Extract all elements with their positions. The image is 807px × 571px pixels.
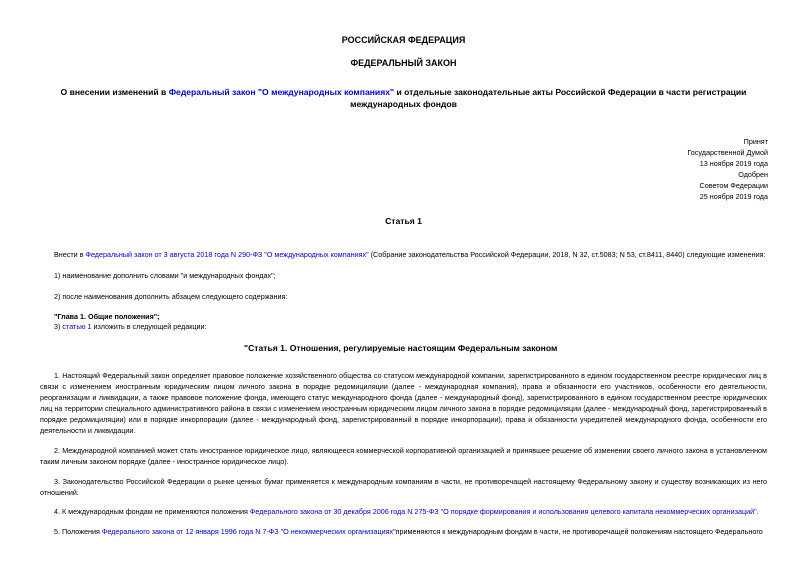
new-article-heading: "Статья 1. Отношения, регулируемые настоящим Федеральным законом bbox=[244, 343, 558, 353]
article-heading: Статья 1 bbox=[385, 216, 422, 226]
item3-pre: 3) bbox=[54, 322, 63, 331]
chapter-title: "Глава 1. Общие положения"; bbox=[54, 312, 160, 321]
list-item bbox=[54, 321, 207, 332]
law-title bbox=[40, 86, 767, 110]
p5-pre: 5. Положения bbox=[54, 527, 102, 536]
article-1-link[interactable]: статью 1 bbox=[62, 322, 92, 331]
p4-law-link[interactable]: Федерального закона от 30 декабря 2006 года N 275-ФЗ "О порядке формирования и использования целевого капитала некоммерческих организаций" bbox=[249, 507, 757, 516]
paragraph bbox=[40, 506, 767, 517]
intro-post: (Собрание законодательства Российской Федерации, 2018, N 32, ст.5083; N 53, ст.8411, 8440) следующие изменения: bbox=[368, 250, 766, 259]
intro-law-link[interactable]: Федеральный закон от 3 августа 2018 года N 290-ФЗ "О международных компаниях" bbox=[85, 250, 369, 259]
adoption-line: Одобрен bbox=[738, 170, 768, 179]
paragraph: 3. Законодательство Российской Федерации о рынке ценных бумаг применяется к международным компаниям в части, не противоречащей настоящему Федеральному закону и существу возникающих из него отношений. bbox=[40, 477, 767, 497]
list-item: 1) наименование дополнить словами "и международных фондах"; bbox=[54, 271, 276, 280]
adoption-line: Принят bbox=[743, 137, 768, 146]
law-title-pre: О внесении изменений в bbox=[60, 87, 169, 97]
adoption-line: Государственной Думой bbox=[687, 148, 768, 157]
adoption-line: Советом Федерации bbox=[699, 181, 768, 190]
adoption-block bbox=[687, 136, 768, 202]
paragraph: 2. Международной компанией может стать иностранное юридическое лицо, являющееся коммерческой корпоративной организацией и принявшее решение об изменении своего личного закона в установленном таким личным законом порядке (далее - иностранное юридическое лицо). bbox=[40, 446, 767, 466]
paragraph: 1. Настоящий Федеральный закон определяет правовое положение хозяйственного общества со статусом международной компании, зарегистрированного в едином государственном реестре юридических лиц в связи с изменением иностранным юридическим лицом личного закона в порядке редомициляции (далее - международная компания), права и обязанности его участников, особенности его деятельности, реорганизации и ликвидации, а также правовое положение фонда, имеющего статус международного фонда (далее - международный фонд), зарегистрированного в едином государственном реестре юридических лиц на территории специального административного района в связи с изменением иностранным юридическим лицом личного закона в порядке редомициляции (далее - международный фонд, зарегистрированный в порядке редомициляции) или в порядке инкорпорации (далее - международный фонд, зарегистрированный в порядке инкорпорации), права и обязанности учредителей международного фонда, особенности его деятельности и ликвидации. bbox=[40, 371, 767, 435]
adoption-line: 25 ноября 2019 года bbox=[699, 192, 768, 201]
item3-post: изложить в следующей редакции: bbox=[91, 322, 207, 331]
doc-type-heading: ФЕДЕРАЛЬНЫЙ ЗАКОН bbox=[350, 58, 457, 68]
country-heading: РОССИЙСКАЯ ФЕДЕРАЦИЯ bbox=[341, 35, 466, 45]
p5-law-link[interactable]: Федерального закона от 12 января 1996 года N 7-ФЗ "О некоммерческих организациях" bbox=[101, 527, 396, 536]
intro-pre: Внести в bbox=[54, 250, 86, 259]
paragraph bbox=[40, 526, 767, 537]
p4-post: . bbox=[756, 507, 759, 516]
p5-post: применяются к международным фондам в части, не противоречащей положениям настоящего Федерального bbox=[395, 527, 763, 536]
law-title-link[interactable]: Федеральный закон "О международных компаниях" bbox=[168, 87, 395, 97]
law-title-post: и отдельные законодательные акты Российской Федерации в части регистрации международных фондов bbox=[350, 87, 747, 109]
adoption-line: 13 ноября 2019 года bbox=[699, 159, 768, 168]
p4-pre: 4. К международным фондам не применяются положения bbox=[54, 507, 250, 516]
list-item: 2) после наименования дополнить абзацем следующего содержания: bbox=[54, 292, 288, 301]
article-intro bbox=[40, 249, 767, 260]
